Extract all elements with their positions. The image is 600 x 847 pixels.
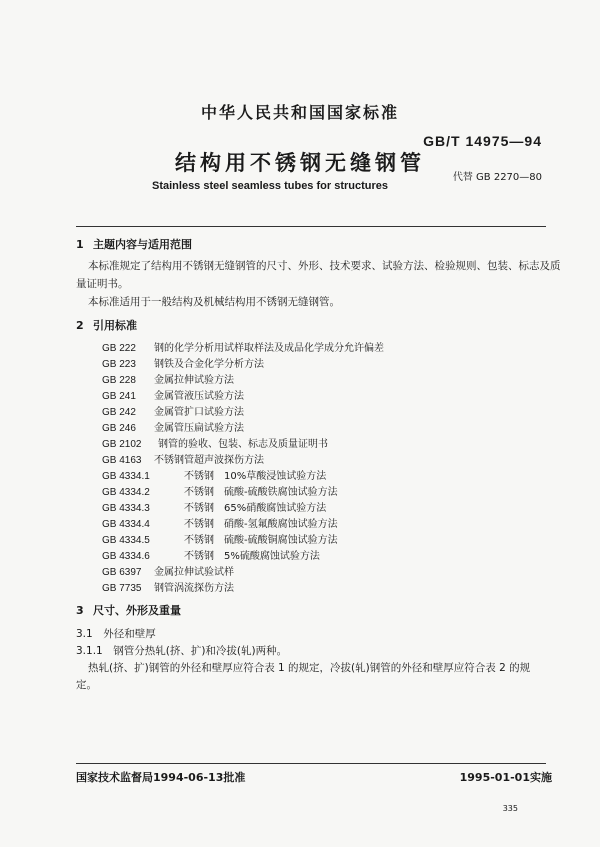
reference-code: GB 242 xyxy=(102,407,136,418)
document-title: 结构用不锈钢无缝钢管 xyxy=(175,151,425,175)
reference-title: 不锈钢 硫酸-硫酸铁腐蚀试验方法 xyxy=(184,487,338,498)
reference-item xyxy=(102,579,234,594)
standard-category-title: 中华人民共和国国家标准 xyxy=(200,103,399,122)
section-3-title: 尺寸、外形及重量 xyxy=(93,604,181,617)
reference-code: GB 228 xyxy=(102,375,136,386)
reference-code: GB 246 xyxy=(102,423,136,434)
reference-title: 金属管压扁试验方法 xyxy=(154,423,244,434)
reference-title: 金属管扩口试验方法 xyxy=(154,407,244,418)
reference-code: GB 241 xyxy=(102,391,136,402)
section-3-paragraph: 热轧(挤、扩)钢管的外径和壁厚应符合表 1 的规定，冷拔(轧)钢管的外径和壁厚应符合表 2 的规 xyxy=(88,662,531,674)
reference-item xyxy=(102,563,234,578)
reference-title: 金属拉伸试验方法 xyxy=(154,375,234,386)
section-1-paragraph-1: 本标准规定了结构用不锈钢无缝钢管的尺寸、外形、技术要求、试验方法、检验规则、包装、标志及质 xyxy=(88,260,561,272)
section-2-heading xyxy=(76,317,137,333)
reference-title: 不锈钢 硝酸-氢氟酸腐蚀试验方法 xyxy=(184,519,338,530)
reference-title: 不锈钢 5%硫酸腐蚀试验方法 xyxy=(184,551,320,562)
section-1-title: 主题内容与适用范围 xyxy=(93,238,192,251)
reference-title: 金属管液压试验方法 xyxy=(154,391,244,402)
reference-code: GB 4334.1 xyxy=(102,471,150,482)
section-1-paragraph-2: 本标准适用于一般结构及机械结构用不锈钢无缝钢管。 xyxy=(88,296,340,308)
section-3-number: 3 xyxy=(76,604,84,617)
reference-code: GB 4334.4 xyxy=(102,519,150,530)
reference-title: 金属拉伸试验试样 xyxy=(154,567,234,578)
reference-code: GB 7735 xyxy=(102,583,142,594)
reference-item xyxy=(102,499,326,514)
reference-item xyxy=(102,531,338,546)
section-1-heading xyxy=(76,236,192,252)
reference-item xyxy=(102,483,338,498)
section-3-heading xyxy=(76,602,181,618)
reference-title: 钢铁及合金化学分析方法 xyxy=(154,359,264,370)
effective-date: 1995-01-01实施 xyxy=(459,771,552,784)
section-2-title: 引用标准 xyxy=(93,319,137,332)
reference-title: 钢管涡流探伤方法 xyxy=(154,583,234,594)
reference-item xyxy=(102,355,264,370)
english-title: Stainless steel seamless tubes for structures xyxy=(152,180,388,192)
reference-code: GB 4334.2 xyxy=(102,487,150,498)
reference-code: GB 4334.6 xyxy=(102,551,150,562)
section-3-paragraph-cont: 定。 xyxy=(76,679,97,691)
reference-title: 不锈钢 硫酸-硫酸铜腐蚀试验方法 xyxy=(184,535,338,546)
reference-item xyxy=(102,467,326,482)
reference-title: 钢的化学分析用试样取样法及成品化学成分允许偏差 xyxy=(154,343,384,354)
standard-number: GB/T 14975—94 xyxy=(423,133,542,149)
reference-code: GB 4163 xyxy=(102,455,142,466)
reference-item xyxy=(102,403,244,418)
section-1-paragraph-1-cont: 量证明书。 xyxy=(76,278,129,290)
subsection-3-1-1: 3.1.1 钢管分热轧(挤、扩)和冷拔(轧)两种。 xyxy=(76,645,288,657)
reference-item xyxy=(102,435,328,450)
subsection-3-1: 3.1 外径和壁厚 xyxy=(76,628,156,640)
reference-code: GB 4334.3 xyxy=(102,503,150,514)
section-2-number: 2 xyxy=(76,319,84,332)
reference-title: 不锈钢 65%硝酸腐蚀试验方法 xyxy=(184,503,327,514)
reference-item xyxy=(102,515,338,530)
footer-divider xyxy=(76,763,546,764)
reference-item xyxy=(102,339,384,354)
reference-item xyxy=(102,419,244,434)
section-1-number: 1 xyxy=(76,238,84,251)
reference-title: 不锈钢管超声波探伤方法 xyxy=(154,455,264,466)
page-number: 335 xyxy=(502,804,518,813)
reference-title: 钢管的验收、包装、标志及质量证明书 xyxy=(158,439,328,450)
approval-date: 国家技术监督局1994-06-13批准 xyxy=(76,771,246,784)
reference-code: GB 223 xyxy=(102,359,136,370)
reference-code: GB 2102 xyxy=(102,439,142,450)
header-divider xyxy=(76,226,546,227)
reference-code: GB 6397 xyxy=(102,567,142,578)
reference-item xyxy=(102,547,320,562)
reference-item xyxy=(102,371,234,386)
reference-code: GB 222 xyxy=(102,343,136,354)
reference-title: 不锈钢 10%草酸浸蚀试验方法 xyxy=(184,471,327,482)
replaces-standard: 代替 GB 2270—80 xyxy=(452,172,542,183)
reference-item xyxy=(102,451,264,466)
reference-code: GB 4334.5 xyxy=(102,535,150,546)
reference-item xyxy=(102,387,244,402)
